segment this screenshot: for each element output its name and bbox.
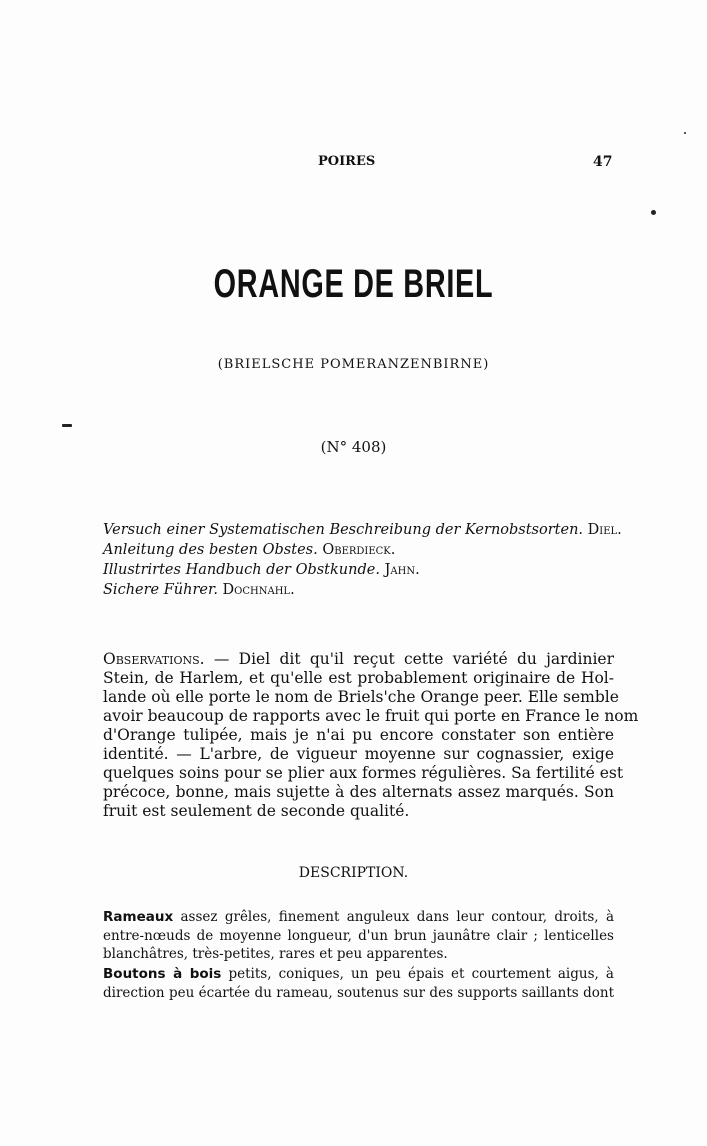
- reference-work: Anleitung des besten Obstes.: [103, 542, 318, 558]
- text-line: [103, 909, 614, 925]
- term-label: Rameaux: [103, 909, 174, 925]
- subtitle: (BRIELSCHE POMERANZENBIRNE): [217, 357, 490, 372]
- text-run: assez grêles, finement anguleux dans leur contour, droits, à: [173, 909, 614, 925]
- text-line: précoce, bonne, mais sujette à des alternats assez marqués. Son: [103, 783, 614, 801]
- text-line: [103, 966, 614, 982]
- term-label: Boutons à bois: [103, 966, 222, 982]
- text-line: fruit est seulement de seconde qualité.: [103, 802, 410, 820]
- text-line: lande où elle porte le nom de Briels'che Orange peer. Elle semble: [103, 688, 619, 706]
- reference-author: Diel.: [587, 522, 622, 538]
- reference-work: Sichere Führer.: [103, 582, 218, 598]
- text-line: quelques soins pour se plier aux formes régulières. Sa fertilité est: [103, 764, 624, 782]
- observations-label: Observations.: [103, 650, 205, 668]
- page-title: ORANGE DE BRIEL: [213, 262, 494, 306]
- ink-speck: [684, 132, 686, 134]
- reference-work: Illustrirtes Handbuch der Obstkunde.: [103, 562, 380, 578]
- ink-speck: [62, 424, 72, 427]
- ink-speck: [651, 210, 656, 215]
- reference: [103, 562, 420, 578]
- variety-number: (N° 408): [320, 438, 387, 456]
- text-line: Stein, de Harlem, et qu'elle est probablement originaire de Hol-: [103, 669, 614, 687]
- text-run: — Diel dit qu'il reçut cette variété du jardinier: [204, 650, 614, 668]
- text-run: petits, coniques, un peu épais et courtement aigus, à: [221, 966, 614, 982]
- reference: [103, 542, 395, 558]
- text-line: direction peu écartée du rameau, soutenus sur des supports saillants dont: [103, 985, 614, 1001]
- reference-author: Oberdieck.: [322, 542, 396, 558]
- reference: [103, 522, 622, 538]
- text-line: d'Orange tulipée, mais je n'ai pu encore constater son entière: [103, 726, 614, 744]
- text-line: entre-nœuds de moyenne longueur, d'un brun jaunâtre clair ; lenticelles: [103, 928, 614, 944]
- reference-author: Jahn.: [384, 562, 420, 578]
- page-number: 47: [593, 154, 613, 170]
- text-line: [103, 650, 614, 669]
- reference-work: Versuch einer Systematischen Beschreibung der Kernobstsorten.: [103, 522, 584, 538]
- running-title: POIRES: [318, 154, 376, 169]
- text-line: identité. — L'arbre, de vigueur moyenne sur cognassier, exige: [103, 745, 614, 763]
- text-line: avoir beaucoup de rapports avec le fruit qui porte en France le nom: [103, 707, 639, 725]
- text-line: blanchâtres, très-petites, rares et peu apparentes.: [103, 946, 448, 962]
- reference: [103, 582, 295, 598]
- section-heading: DESCRIPTION.: [298, 865, 409, 881]
- reference-author: Dochnahl.: [222, 582, 295, 598]
